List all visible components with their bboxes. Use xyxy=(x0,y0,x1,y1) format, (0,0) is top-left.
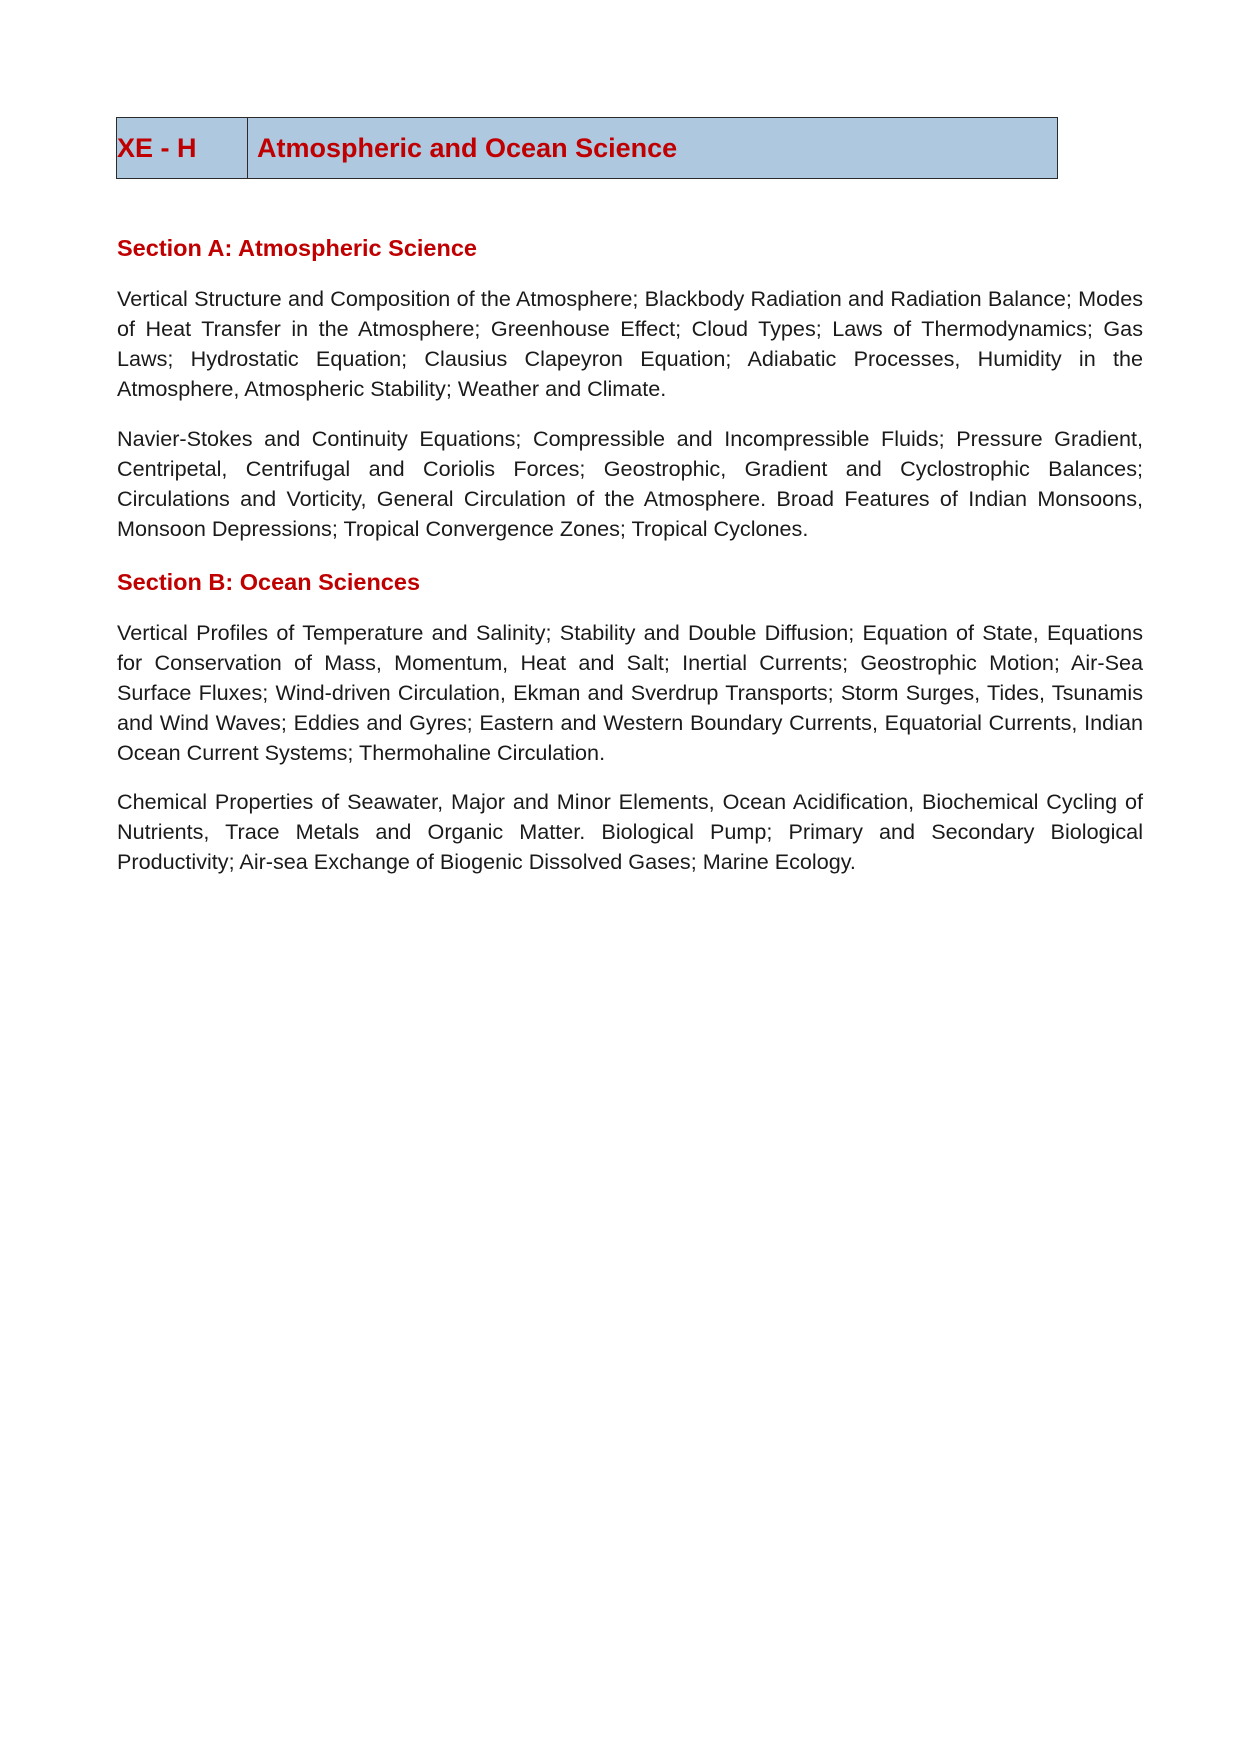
section-b-paragraph-2: Chemical Properties of Seawater, Major and Minor Elements, Ocean Acidification, Biochemical Cycling of Nutrients, Trace Metals and Organic Matter. Biological Pump; Primary and Secondary Biological Productivity; Air-sea Exchange of Biogenic Dissolved Gases; Marine Ecology. xyxy=(117,789,1143,874)
section-a-heading: Section A: Atmospheric Science xyxy=(117,235,477,261)
subject-title: Atmospheric and Ocean Science xyxy=(257,132,678,163)
section-a-paragraph-2: Navier-Stokes and Continuity Equations; Compressible and Incompressible Fluids; Pressure Gradient, Centripetal, Centrifugal and Coriolis Forces; Geostrophic, Gradient and Cyclostrophic Balances; Circulations and Vorticity, General Circulation of the Atmosphere. Broad Features of Indian Monsoons, Monsoon Depressions; Tropical Convergence Zones; Tropical Cyclones. xyxy=(117,426,1143,541)
subject-code: XE - H xyxy=(117,118,248,178)
subject-header xyxy=(116,117,1058,179)
section-b-paragraph-1: Vertical Profiles of Temperature and Salinity; Stability and Double Diffusion; Equation of State, Equations for Conservation of Mass, Momentum, Heat and Salt; Inertial Currents; Geostrophic Motion; Air-Sea Surface Fluxes; Wind-driven Circulation, Ekman and Sverdrup Transports; Storm Surges, Tides, Tsunamis and Wind Waves; Eddies and Gyres; Eastern and Western Boundary Currents, Equatorial Currents, Indian Ocean Current Systems; Thermohaline Circulation. xyxy=(117,620,1143,765)
section-a-paragraph-1: Vertical Structure and Composition of the Atmosphere; Blackbody Radiation and Radiation Balance; Modes of Heat Transfer in the Atmosphere; Greenhouse Effect; Cloud Types; Laws of Thermodynamics; Gas Laws; Hydrostatic Equation; Clausius Clapeyron Equation; Adiabatic Processes, Humidity in the Atmosphere, Atmospheric Stability; Weather and Climate. xyxy=(117,286,1143,401)
section-b-heading: Section B: Ocean Sciences xyxy=(117,569,421,595)
